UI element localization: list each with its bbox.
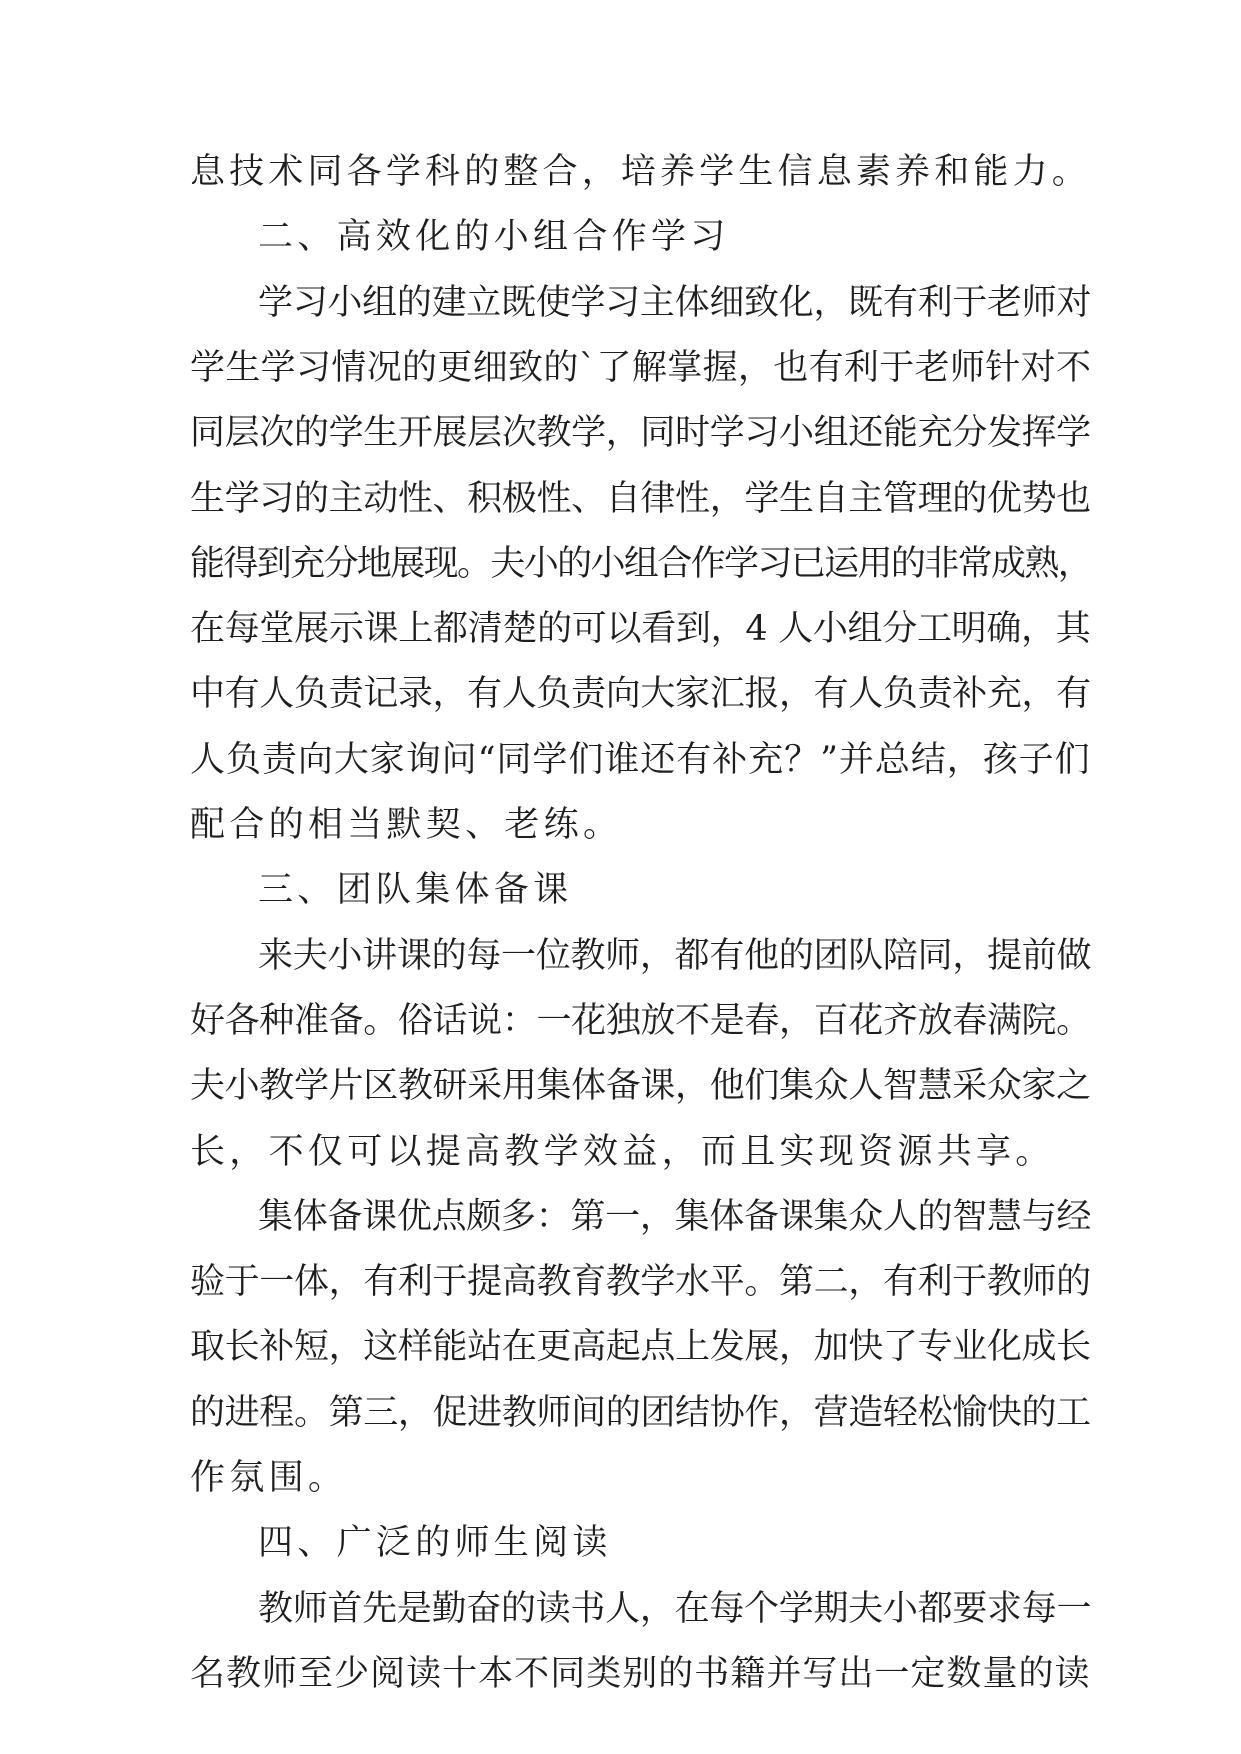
text-line: 生学习的主动性、积极性、自律性，学生自主管理的优势也	[190, 478, 1091, 519]
text-line: 验于一体，有利于提高教育教学水平。第二，有利于教师的	[190, 1262, 1091, 1303]
text-line: 夫小教学片区教研采用集体备课，他们集众人智慧采众家之	[190, 1066, 1091, 1107]
text-line: 配合的相当默契、老练。	[190, 805, 623, 846]
text-line: 息技术同各学科的整合，培养学生信息素养和能力。	[190, 152, 1091, 192]
section-heading: 三、团队集体备课	[258, 870, 573, 911]
text-line: 长，不仅可以提高教学效益，而且实现资源共享。	[190, 1131, 1055, 1172]
text-line: 集体备课优点颇多：第一，集体备课集众人的智慧与经	[258, 1196, 1092, 1237]
text-line: 名教师至少阅读十本不同类别的书籍并写出一定数量的读	[190, 1654, 1091, 1694]
text-line: 人负责向大家询问“同学们谁还有补充？”并总结，孩子们	[190, 739, 1091, 780]
text-line: 的进程。第三，促进教师间的团结协作，营造轻松愉快的工	[190, 1392, 1091, 1433]
section-heading: 二、高效化的小组合作学习	[258, 217, 730, 258]
text-line: 同层次的学生开展层次教学，同时学习小组还能充分发挥学	[190, 413, 1091, 454]
text-line: 学生学习情况的更细致的`了解掌握，也有利于老师针对不	[190, 347, 1092, 388]
text-line: 中有人负责记录，有人负责向大家汇报，有人负责补充，有	[190, 674, 1091, 715]
text-line: 在每堂展示课上都清楚的可以看到，4 人小组分工明确，其	[190, 609, 1091, 650]
text-line: 教师首先是勤奋的读书人，在每个学期夫小都要求每一	[258, 1588, 1092, 1629]
text-line: 取长补短，这样能站在更高起点上发展，加快了专业化成长	[190, 1327, 1091, 1368]
text-line: 好各种准备。俗话说：一花独放不是春，百花齐放春满院。	[190, 1000, 1091, 1041]
text-line: 来夫小讲课的每一位教师，都有他的团队陪同，提前做	[258, 935, 1092, 976]
text-line: 作氛围。	[190, 1458, 348, 1499]
text-line: 学习小组的建立既使学习主体细致化，既有利于老师对	[258, 282, 1092, 323]
section-heading: 四、广泛的师生阅读	[258, 1523, 612, 1564]
text-line: 能得到充分地展现。夫小的小组合作学习已运用的非常成熟，	[190, 543, 1092, 584]
